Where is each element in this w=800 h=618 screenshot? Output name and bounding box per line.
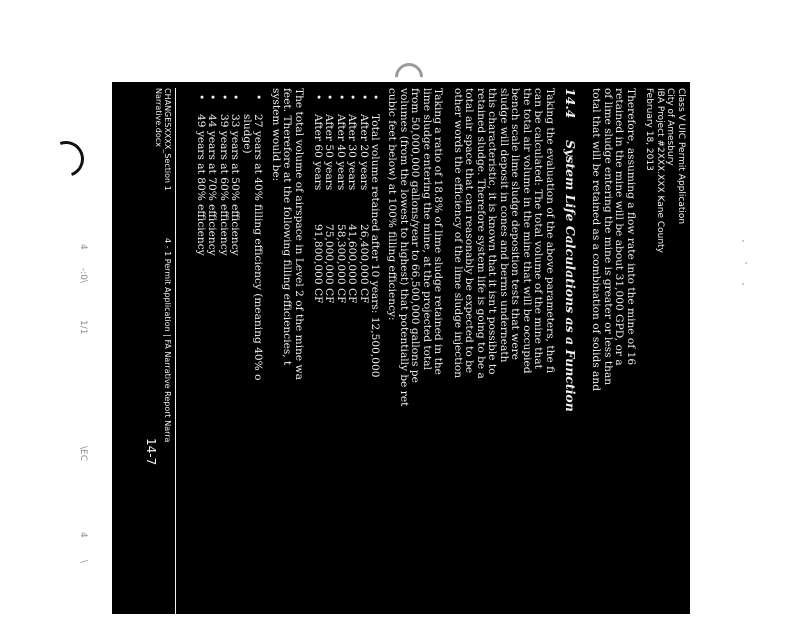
list-item: • After 20 years26,400,000 CF — [357, 114, 368, 613]
footer-file-line: CHANGESXXXX_Section 1 — [163, 88, 172, 191]
page-header — [644, 88, 686, 613]
list-item: • 27 years at 40% filling efficiency (meaning 40% o sludge) — [240, 114, 263, 613]
page-footer — [154, 88, 176, 614]
margin-mark: \ — [78, 560, 88, 564]
section-title: System Life Calculations as a Function — [563, 140, 578, 412]
page-number: 14-7 — [144, 438, 158, 466]
system-life-list — [195, 88, 263, 613]
intro-paragraph: Therefore, assuming a flow rate into the mine of 16 retained in the mine will be about 31,000 GPD, or a of lime sludge entering the mine is greater or less than total that will be retained as a combination of solids and — [590, 88, 637, 391]
list-item: • 39 years at 60% efficiency — [217, 114, 228, 613]
list-item: • 49 years at 80% efficiency — [195, 114, 206, 613]
footer-center: 4 - 1 Permit Application | FA Narrative Report Narra — [163, 238, 172, 443]
margin-mark: \EC — [78, 446, 88, 462]
scan-speck — [745, 262, 747, 264]
header-line: Class V UIC Permit Application — [676, 88, 686, 225]
list-item: • 33 years at 50% efficiency — [229, 114, 240, 613]
list-item: • After 30 years41,600,000 CF — [346, 114, 357, 613]
margin-mark: -:0\ — [78, 268, 88, 284]
paragraph-evaluation: Taking the evaluation of the above parameters, the fi can be calculated: The total volume of the mine that the total air volume in the mine that will be occupied bench scale lime sludge deposition tests that were sludge will deposit in cones and berms underneath this characteristic, it is known that it isn't possible to retained sludge. Therefore system life is going to be a total air space that can reasonably be expected to be other words the efficiency of the lime sludge injection — [452, 88, 556, 379]
header-line: IBA Project #2XXX.XXX Kane County — [655, 88, 665, 253]
scan-speck — [742, 283, 744, 285]
section-heading — [563, 88, 578, 613]
margin-mark: 4 — [78, 532, 88, 538]
section-number: 14.4 — [563, 88, 578, 119]
header-line: City of Amesbury — [665, 88, 676, 166]
paragraph-ratio: Taking a ratio of 18.8% of lime sludge retained in the lime sludge entering the mine, at the projected total from 50,000,000 gallons/year to 66,500,000 gallons pe volumes (from the lowest to highest) that potentially be ret cubic feet below) at 100% filling efficiency: — [386, 88, 445, 407]
list-item: • Total volume retained after 10 years: 12,500,000 — [369, 114, 380, 613]
margin-mark: 1/1 — [78, 320, 88, 335]
margin-mark: 4 — [78, 244, 88, 250]
list-item: • After 60 years91,800,000 CF — [312, 114, 323, 613]
scan-speck — [742, 240, 744, 242]
list-item: • After 50 years75,000,000 CF — [323, 114, 334, 613]
header-line: February 18, 2013 — [644, 88, 655, 171]
scanned-page — [112, 82, 690, 614]
document-page — [116, 88, 686, 613]
list-item: • 44 years at 70% efficiency — [206, 114, 217, 613]
retained-volume-list — [312, 88, 380, 613]
footer-file-line: Narrative.docx — [154, 88, 163, 147]
scan-artifact-curl — [42, 135, 90, 183]
list-item: • After 40 years58,300,000 CF — [334, 114, 345, 613]
paragraph-airspace: The total volume of airspace in Level 2 of the mine wa feet. Therefore at the following filling efficiencies, t system would be: — [269, 88, 305, 380]
